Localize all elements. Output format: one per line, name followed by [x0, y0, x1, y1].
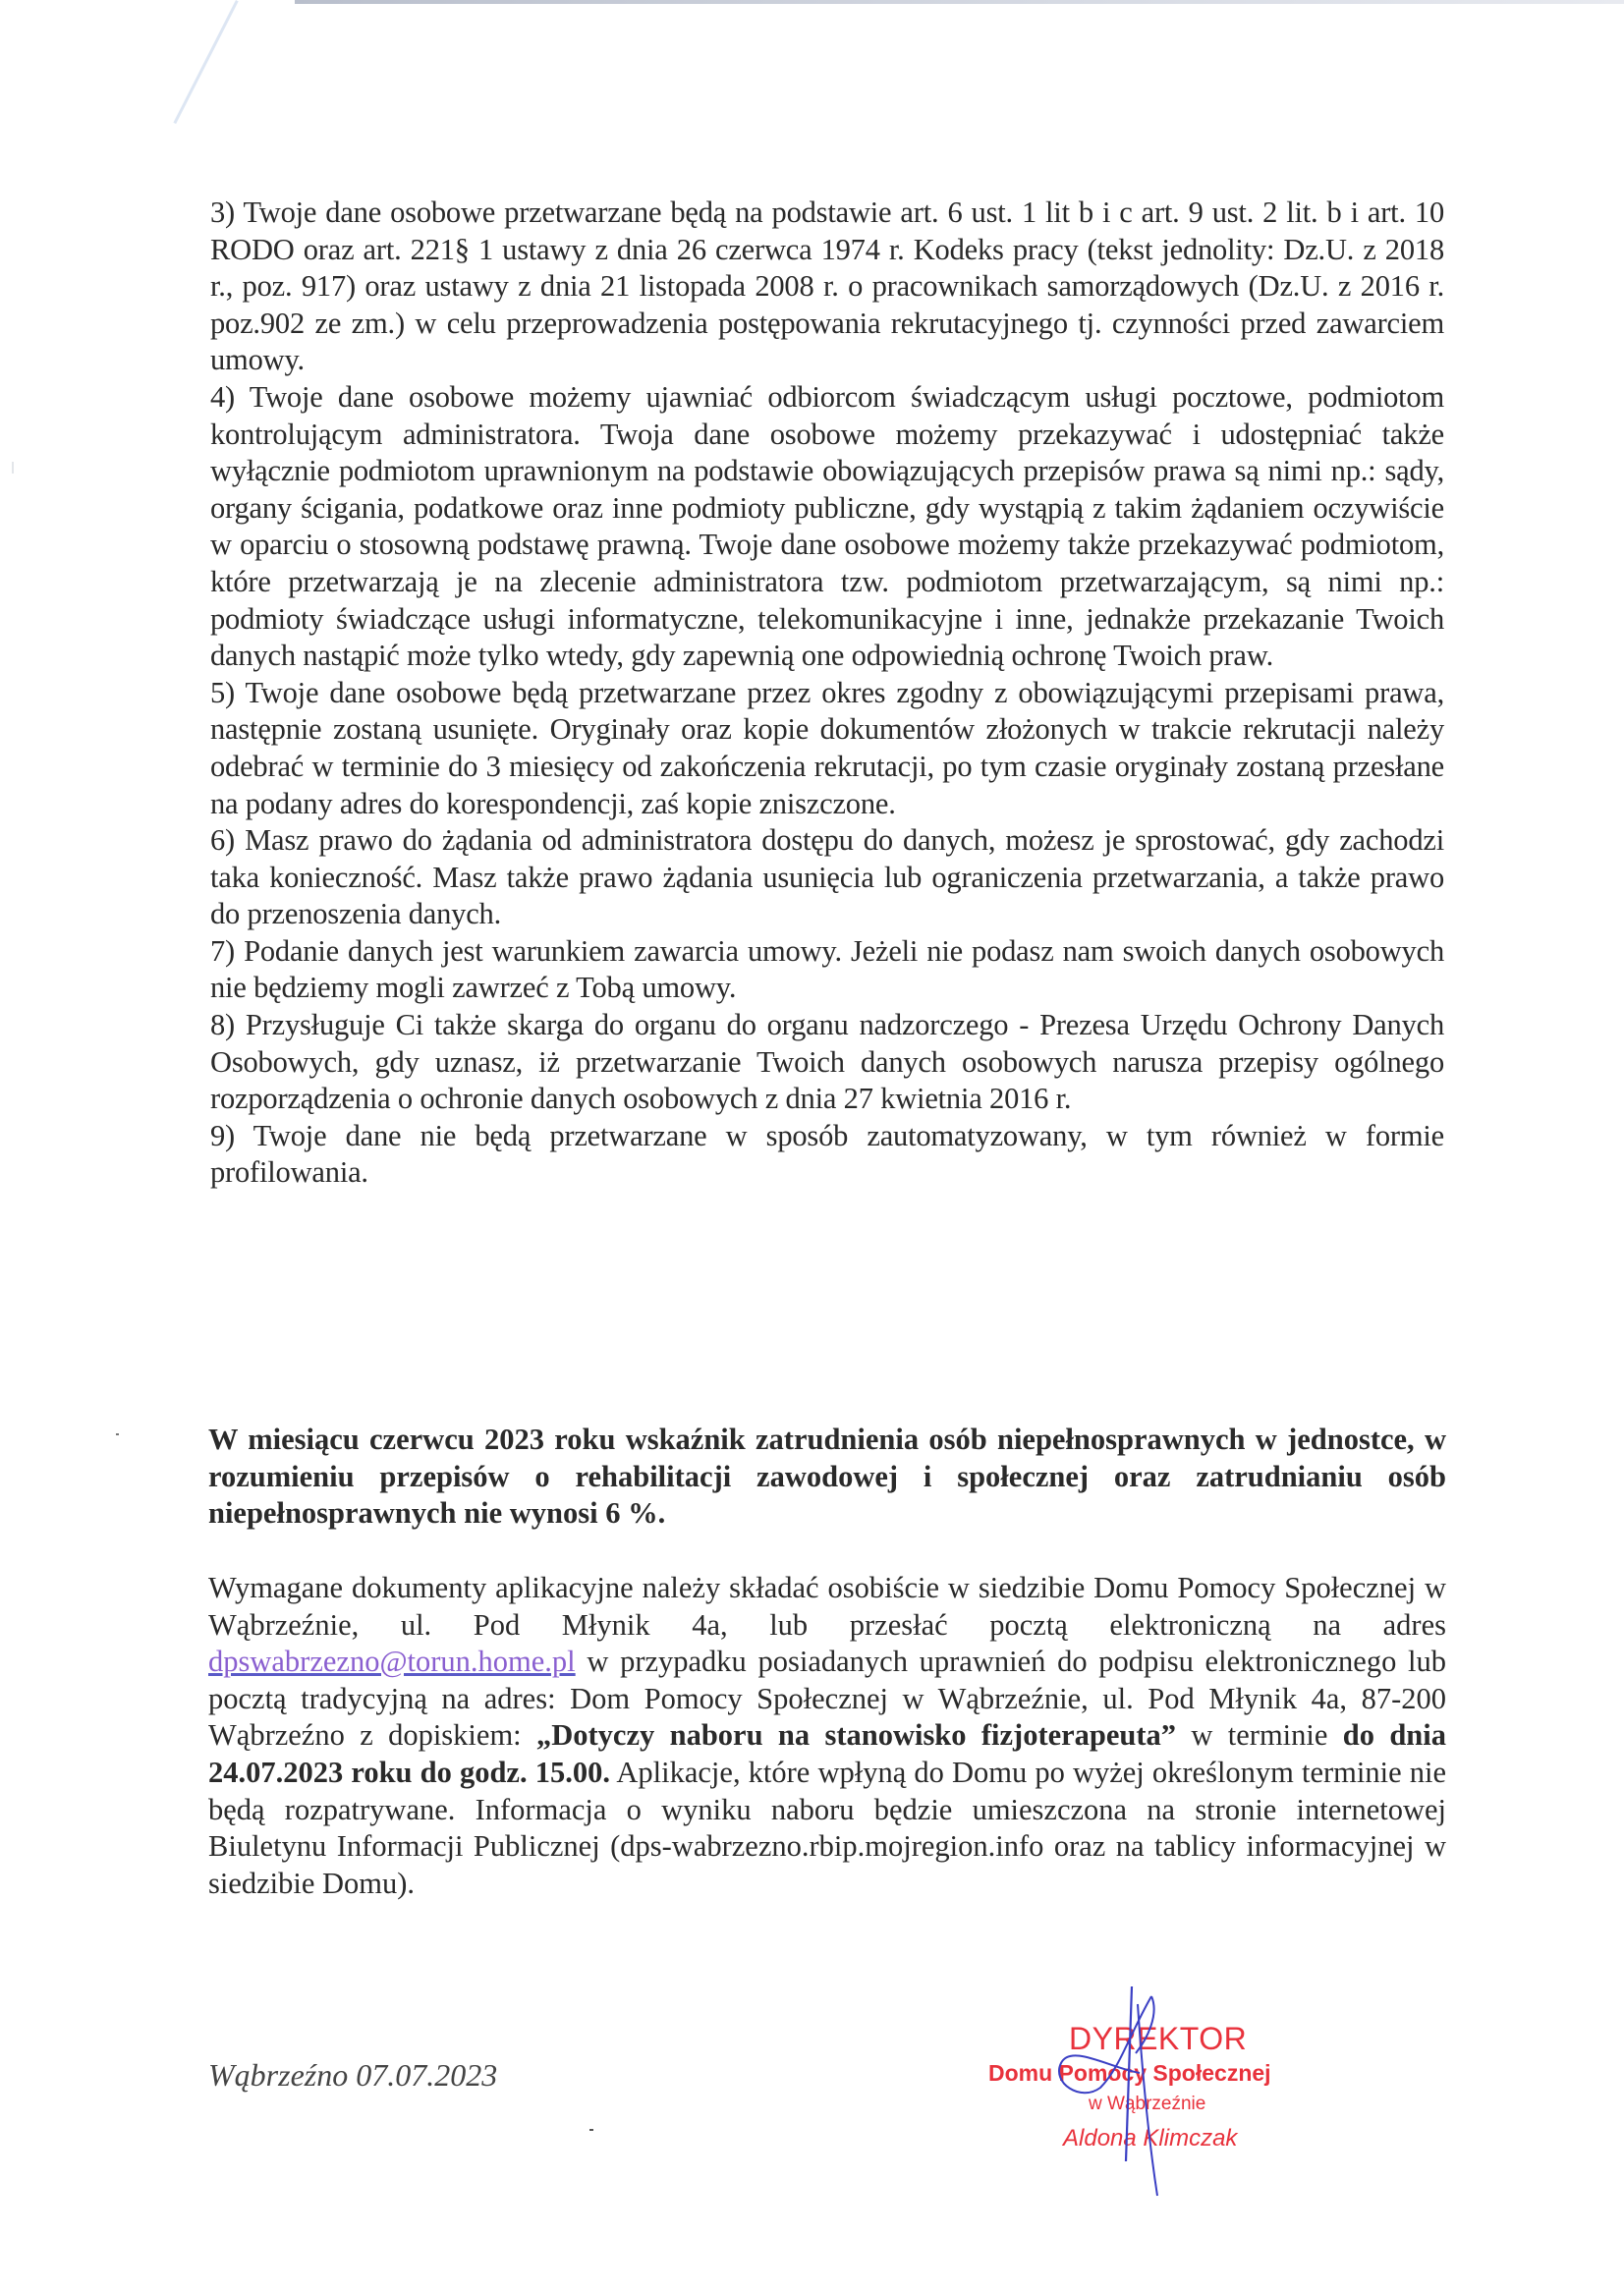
- clause-6: 6) Masz prawo do żądania od administratora dostępu do danych, możesz je sprostować, gdy zachodzi taka konieczność. Masz także prawo żądania usunięcia lub ograniczenia przetwarzania, a także prawo do przenoszenia danych.: [210, 823, 1444, 931]
- director-stamp: [982, 1975, 1356, 2191]
- scan-fold-line: [173, 0, 238, 124]
- clause-9: 9) Twoje dane nie będą przetwarzane w sposób zautomatyzowany, w tym również w formie profilowania.: [210, 1118, 1444, 1190]
- clause-3: 3) Twoje dane osobowe przetwarzane będą na podstawie art. 6 ust. 1 lit b i c art. 9 ust. 2 lit. b i art. 10 RODO oraz art. 221§ 1 ustawy z dnia 26 czerwca 1974 r. Kodeks pracy (tekst jednolity: Dz.U. z 2018 r., poz. 917) oraz ustawy z dnia 21 listopada 2008 r. o pracownikach samorządowych (Dz.U. z 2016 r. poz.902 ze zm.) w celu przeprowadzenia postępowania rekrutacyjnego tj. czynności przed zawarciem umowy.: [210, 196, 1444, 377]
- application-subject: „Dotyczy naboru na stanowisko fizjoterapeuta”: [536, 1718, 1177, 1753]
- scan-speck: [589, 2129, 593, 2131]
- employment-indicator-notice: W miesiącu czerwcu 2023 roku wskaźnik zatrudnienia osób niepełnosprawnych w jednostce, w rozumieniu przepisów o rehabilitacji zawodowej i społecznej oraz zatrudnianiu osób niepełnosprawnych nie wynosi 6 %.: [208, 1423, 1446, 1530]
- application-text-1: Wymagane dokumenty aplikacyjne należy składać osobiście w siedzibie Domu Pomocy Społecznej w Wąbrzeźnie, ul. Pod Młynik 4a, lub przesłać pocztą elektroniczną na adres: [208, 1571, 1446, 1642]
- clause-4: 4) Twoje dane osobowe możemy ujawniać odbiorcom świadczącym usługi pocztowe, podmiotom kontrolującym administratora. Twoja dane osobowe możemy przekazywać i udostępniać także wyłącznie podmiotom uprawnionym na podstawie obowiązujących przepisów prawa są nimi np.: sądy, organy ścigania, podatkowe oraz inne podmioty publiczne, gdy wystąpią z takim żądaniem oczywiście w oparciu o stosowną podstawę prawną. Twoje dane osobowe możemy także przekazywać podmiotom, które przetwarzają je na zlecenie administratora tzw. podmiotom przetwarzającym, są nimi np.: podmioty świadczące usługi informatyczne, telekomunikacyjne i inne, jednakże przekazanie Twoich danych nastąpić może tylko wtedy, gdy zapewnią one odpowiednią ochronę Twoich praw.: [210, 379, 1444, 673]
- application-text-2: w przypadku posiadanych uprawnień do podpisu elektronicznego lub pocztą tradycyjną na adres: Dom Pomocy Społecznej w Wąbrzeźnie, ul. Pod Młynik 4a, 87-200 Wąbrzeźno z dopiskiem:: [208, 1645, 1446, 1753]
- handwritten-signature: [982, 1975, 1356, 2210]
- stamp-institution: Domu Pomocy Społecznej: [988, 2060, 1271, 2086]
- application-text-4: Aplikacje, które wpłyną do Domu po wyżej określonym terminie nie będą rozpatrywane. Informacja o wyniku naboru będzie umieszczona na stronie internetowej Biuletynu Informacji Publicznej (dps-wabrzezno.rbip.mojregion.info oraz na tablicy informacyjnej w siedzibie Domu).: [208, 1755, 1447, 1900]
- clause-8: 8) Przysługuje Ci także skarga do organu do organu nadzorczego - Prezesa Urzędu Ochrony Danych Osobowych, gdy uznasz, iż przetwarzanie Twoich danych osobowych narusza przepisy ogólnego rozporządzenia o ochronie danych osobowych z dnia 27 kwietnia 2016 r.: [210, 1008, 1444, 1116]
- scan-edge-shadow: [295, 0, 1624, 4]
- clause-5: 5) Twoje dane osobowe będą przetwarzane przez okres zgodny z obowiązującymi przepisami prawa, następnie zostaną usunięte. Oryginały oraz kopie dokumentów złożonych w trakcie rekrutacji należy odebrać w terminie do 3 miesięcy od zakończenia rekrutacji, po tym czasie oryginały zostaną przesłane na podany adres do korespondencji, zaś kopie zniszczone.: [210, 675, 1444, 820]
- application-text-3: w terminie: [1176, 1718, 1343, 1753]
- scan-speck: [12, 462, 14, 474]
- scan-speck: [116, 1433, 119, 1435]
- application-instructions: [208, 1570, 1446, 1902]
- stamp-location: w Wąbrzeźnie: [1089, 2094, 1206, 2114]
- place-and-date: Wąbrzeźno 07.07.2023: [208, 2057, 498, 2093]
- stamp-title: DYREKTOR: [1069, 2021, 1248, 2056]
- email-link[interactable]: dpswabrzezno@torun.home.pl: [208, 1645, 576, 1679]
- stamp-name: Aldona Klimczak: [1063, 2125, 1238, 2152]
- clause-7: 7) Podanie danych jest warunkiem zawarcia umowy. Jeżeli nie podasz nam swoich danych osobowych nie będziemy mogli zawrzeć z Tobą umowy.: [210, 933, 1444, 1005]
- application-deadline: do dnia 24.07.2023 roku do godz. 15.00.: [208, 1718, 1446, 1789]
- rodo-clauses: [210, 195, 1444, 1192]
